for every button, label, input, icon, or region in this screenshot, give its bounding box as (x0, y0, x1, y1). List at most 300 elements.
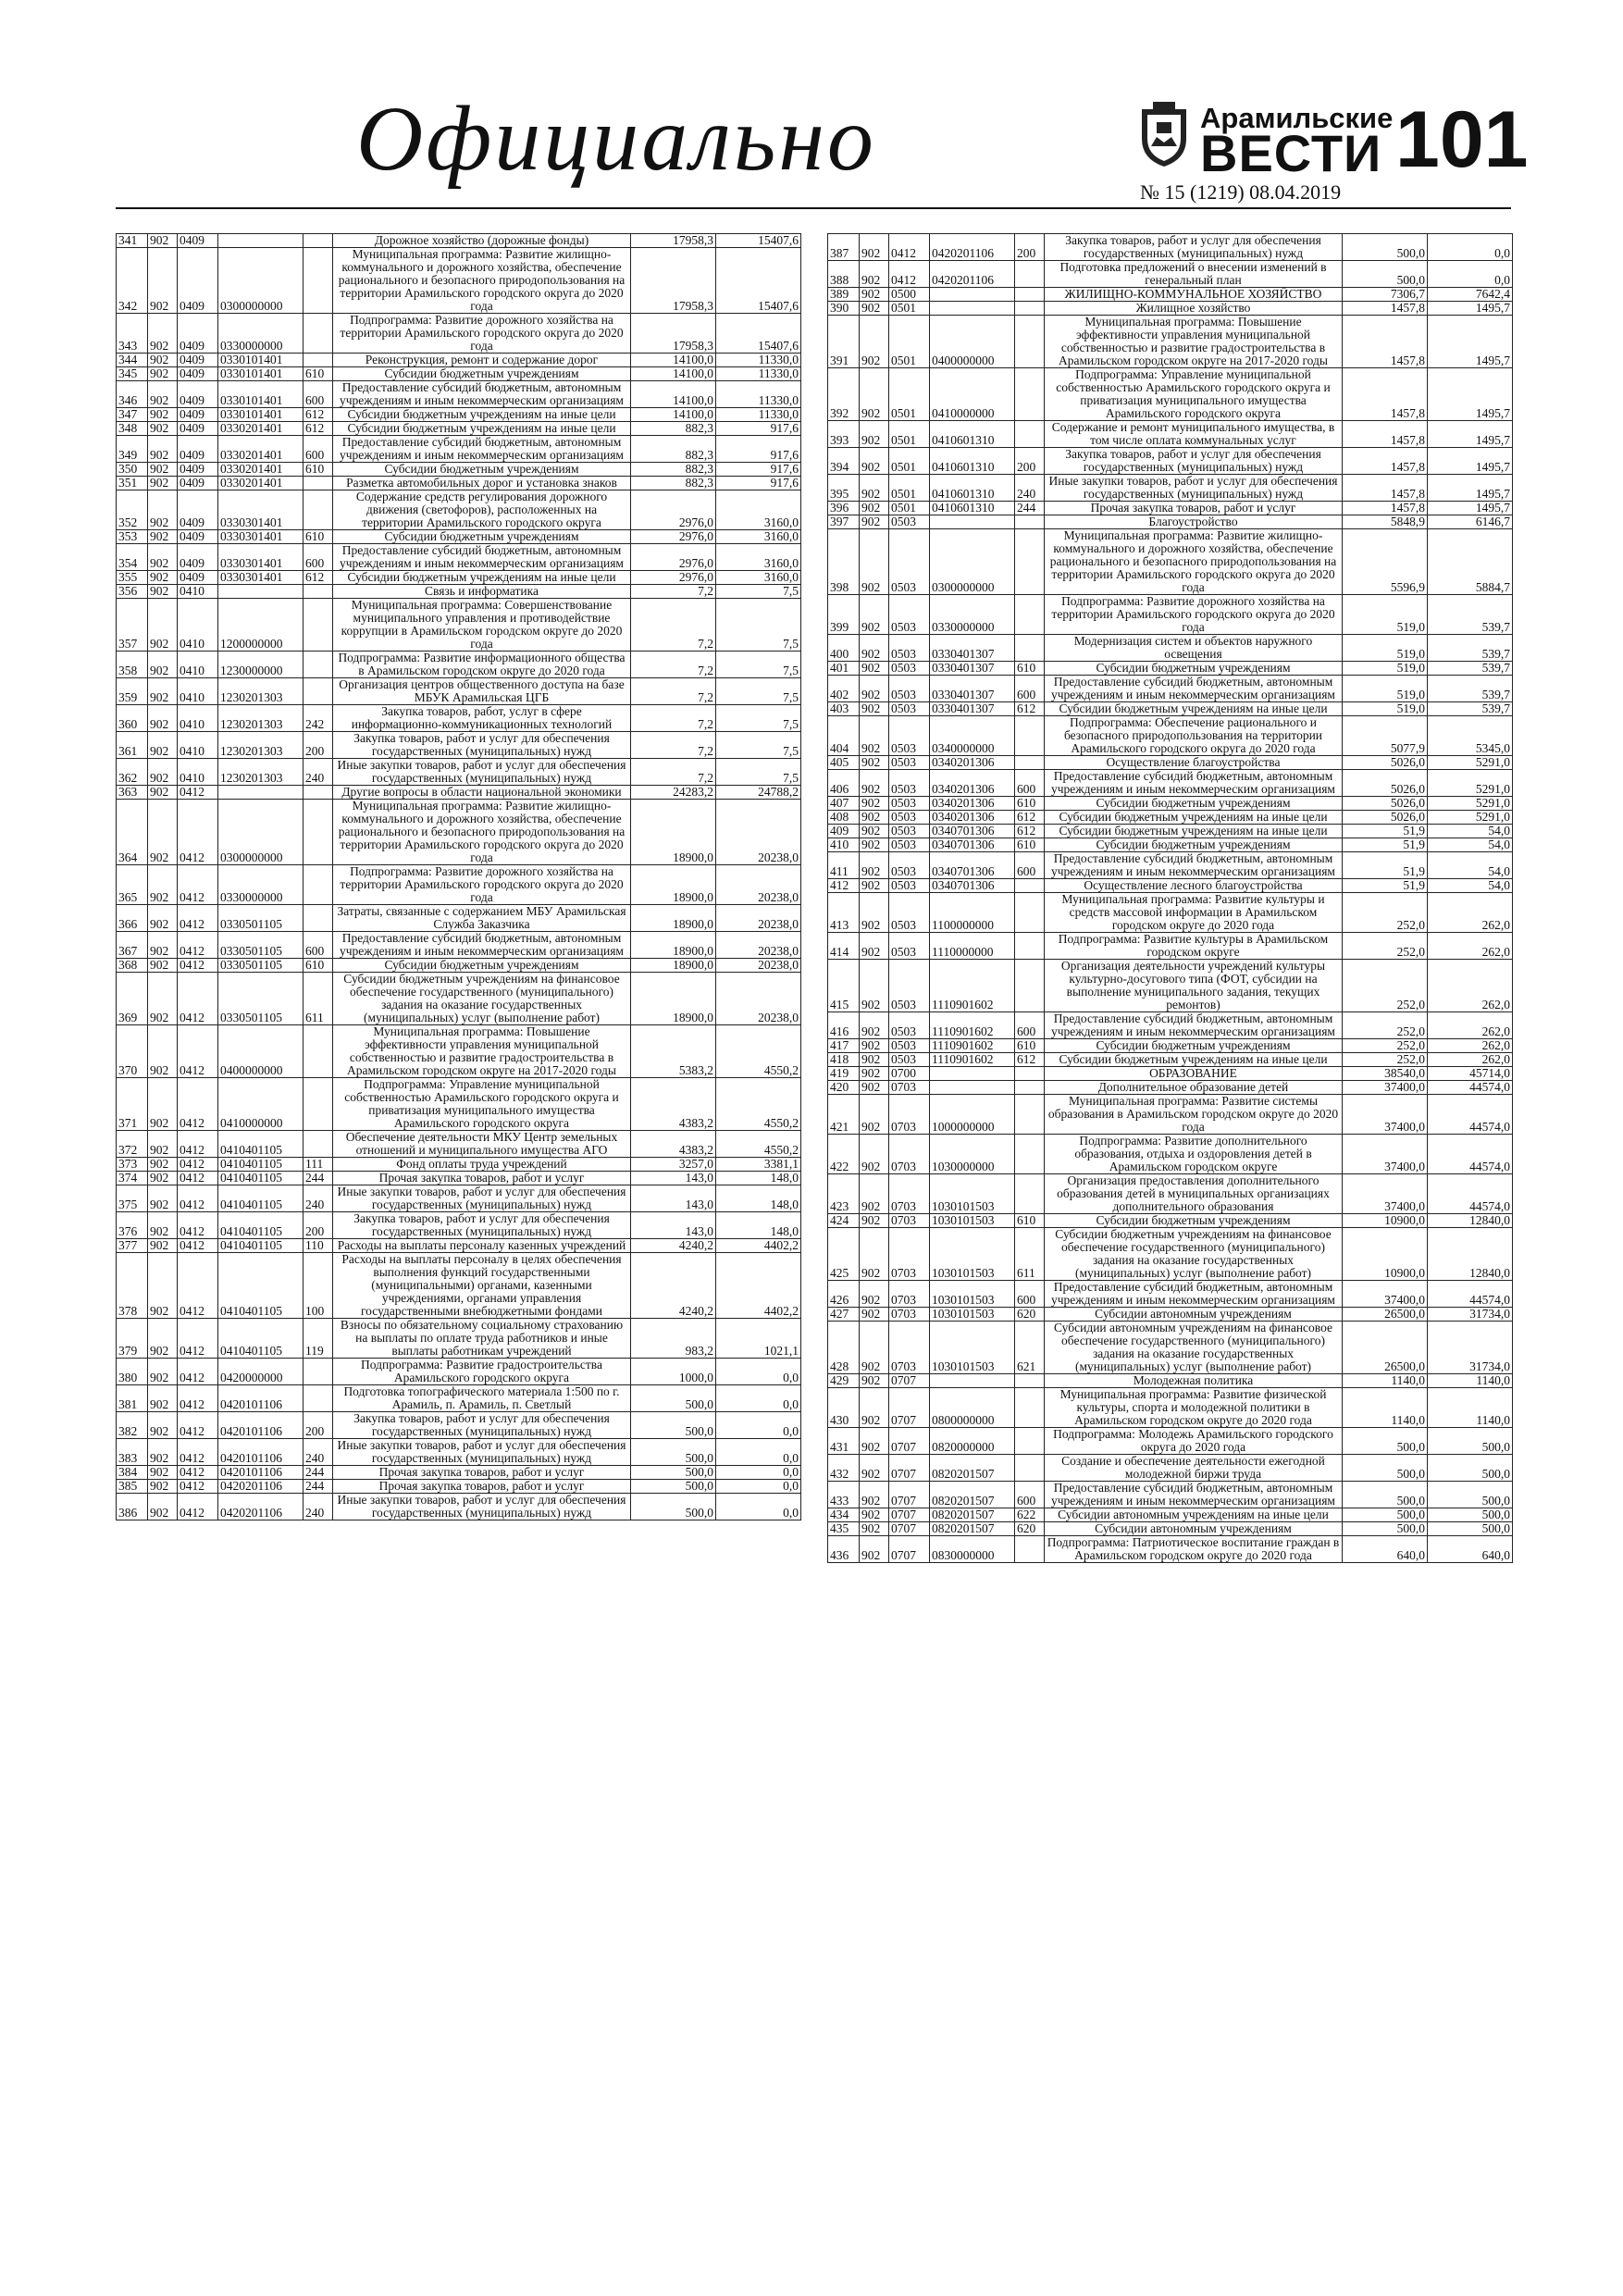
row-number-cell: 378 (117, 1253, 148, 1319)
admin-code-cell: 902 (148, 1412, 178, 1439)
amount-2021-cell: 20238,0 (716, 800, 801, 865)
table-row (117, 1239, 801, 1253)
table-row (117, 367, 801, 381)
expense-type-cell: 611 (1015, 1228, 1045, 1281)
target-code-cell: 0410401105 (218, 1239, 304, 1253)
amount-2020-cell: 37400,0 (1343, 1081, 1428, 1095)
row-number-cell: 433 (828, 1482, 860, 1508)
admin-code-cell: 902 (148, 408, 178, 422)
target-code-cell: 0410401105 (218, 1131, 304, 1158)
section-code-cell: 0503 (889, 595, 930, 635)
item-name-cell: ЖИЛИЩНО-КОММУНАЛЬНОЕ ХОЗЯЙСТВО (1045, 288, 1343, 302)
section-code-cell: 0707 (889, 1508, 930, 1522)
amount-2020-cell: 5026,0 (1343, 811, 1428, 825)
target-code-cell: 0420101106 (218, 1466, 304, 1480)
admin-code-cell: 902 (860, 1081, 889, 1095)
table-row (828, 811, 1513, 825)
target-code-cell (930, 288, 1015, 302)
amount-2020-cell: 14100,0 (631, 367, 716, 381)
table-row (828, 1388, 1513, 1428)
item-name-cell: Другие вопросы в области национальной экономики (333, 786, 631, 800)
item-name-cell: Муниципальная программа: Развитие культуры и средств массовой информации в Арамильском городском округе до 2020 года (1045, 893, 1343, 933)
row-number-cell: 394 (828, 448, 860, 475)
amount-2021-cell: 917,6 (716, 422, 801, 436)
target-code-cell: 0340201306 (930, 756, 1015, 770)
amount-2021-cell: 12840,0 (1428, 1228, 1513, 1281)
expense-type-cell (304, 354, 333, 367)
target-code-cell: 0420201106 (930, 234, 1015, 261)
row-number-cell: 350 (117, 463, 148, 477)
amount-2021-cell: 20238,0 (716, 865, 801, 905)
admin-code-cell: 902 (860, 288, 889, 302)
section-code-cell: 0412 (178, 1078, 218, 1131)
admin-code-cell: 902 (148, 973, 178, 1025)
target-code-cell: 0410401105 (218, 1172, 304, 1185)
amount-2020-cell: 500,0 (1343, 1508, 1428, 1522)
target-code-cell: 0410601310 (930, 421, 1015, 448)
amount-2021-cell: 0,0 (716, 1359, 801, 1385)
amount-2021-cell: 3160,0 (716, 490, 801, 530)
item-name-cell: Предоставление субсидий бюджетным, автономным учреждениям и иным некоммерческим организациям (333, 544, 631, 571)
amount-2020-cell: 1457,8 (1343, 448, 1428, 475)
row-number-cell: 418 (828, 1053, 860, 1067)
section-code-cell: 0503 (889, 797, 930, 811)
row-number-cell: 414 (828, 933, 860, 960)
item-name-cell: Субсидии бюджетным учреждениям на иные цели (333, 422, 631, 436)
section-code-cell: 0412 (178, 1212, 218, 1239)
amount-2020-cell: 500,0 (1343, 1482, 1428, 1508)
expense-type-cell (304, 800, 333, 865)
section-code-cell: 0412 (178, 1412, 218, 1439)
target-code-cell: 0330401307 (930, 702, 1015, 716)
admin-code-cell: 902 (148, 599, 178, 652)
amount-2020-cell: 500,0 (631, 1466, 716, 1480)
expense-type-cell: 600 (1015, 1281, 1045, 1308)
expense-type-cell (1015, 595, 1045, 635)
target-code-cell: 0300000000 (218, 800, 304, 865)
target-code-cell: 0330301401 (218, 571, 304, 585)
table-row (828, 879, 1513, 893)
table-row (117, 1078, 801, 1131)
row-number-cell: 401 (828, 662, 860, 676)
section-code-cell: 0503 (889, 702, 930, 716)
section-code-cell: 0412 (178, 1025, 218, 1078)
section-code-cell: 0503 (889, 838, 930, 852)
table-row (828, 1012, 1513, 1039)
row-number-cell: 343 (117, 314, 148, 354)
target-code-cell: 0340701306 (930, 825, 1015, 838)
target-code-cell: 0330101401 (218, 381, 304, 408)
table-row (117, 477, 801, 490)
amount-2020-cell: 26500,0 (1343, 1308, 1428, 1322)
expense-type-cell (304, 678, 333, 705)
item-name-cell: Закупка товаров, работ и услуг для обеспечения государственных (муниципальных) нужд (333, 732, 631, 759)
section-code-cell: 0501 (889, 316, 930, 368)
expense-type-cell (1015, 1095, 1045, 1135)
admin-code-cell: 902 (860, 316, 889, 368)
item-name-cell: Подпрограмма: Молодежь Арамильского городского округа до 2020 года (1045, 1428, 1343, 1455)
expense-type-cell: 610 (1015, 838, 1045, 852)
table-row (117, 973, 801, 1025)
expense-type-cell (1015, 879, 1045, 893)
amount-2021-cell: 7,5 (716, 705, 801, 732)
amount-2021-cell: 0,0 (1428, 234, 1513, 261)
admin-code-cell: 902 (860, 702, 889, 716)
section-code-cell: 0412 (178, 1158, 218, 1172)
table-row (828, 838, 1513, 852)
target-code-cell: 0410401105 (218, 1185, 304, 1212)
target-code-cell: 0300000000 (218, 248, 304, 314)
row-number-cell: 365 (117, 865, 148, 905)
target-code-cell: 0420101106 (218, 1439, 304, 1466)
table-row (117, 234, 801, 248)
amount-2021-cell: 54,0 (1428, 879, 1513, 893)
amount-2020-cell: 10900,0 (1343, 1228, 1428, 1281)
item-name-cell: Предоставление субсидий бюджетным, автономным учреждениям и иным некоммерческим организациям (1045, 1281, 1343, 1308)
item-name-cell: Разметка автомобильных дорог и установка знаков (333, 477, 631, 490)
amount-2020-cell: 5026,0 (1343, 756, 1428, 770)
admin-code-cell: 902 (860, 676, 889, 702)
amount-2021-cell: 7,5 (716, 599, 801, 652)
item-name-cell: Подготовка предложений о внесении изменений в генеральный план (1045, 261, 1343, 288)
target-code-cell: 1200000000 (218, 599, 304, 652)
section-code-cell: 0412 (178, 932, 218, 959)
admin-code-cell: 902 (148, 678, 178, 705)
admin-code-cell: 902 (860, 515, 889, 529)
item-name-cell: Подпрограмма: Обеспечение рационального и безопасного природопользования на территории Арамильского городского округа до 2020 года (1045, 716, 1343, 756)
amount-2020-cell: 500,0 (631, 1385, 716, 1412)
amount-2021-cell: 262,0 (1428, 1039, 1513, 1053)
row-number-cell: 416 (828, 1012, 860, 1039)
row-number-cell: 397 (828, 515, 860, 529)
item-name-cell: Подпрограмма: Патриотическое воспитание граждан в Арамильском городском округе до 2020 года (1045, 1536, 1343, 1563)
item-name-cell: Прочая закупка товаров, работ и услуг (1045, 502, 1343, 515)
expense-type-cell (1015, 1388, 1045, 1428)
section-code-cell: 0503 (889, 676, 930, 702)
amount-2021-cell: 4550,2 (716, 1025, 801, 1078)
amount-2020-cell: 51,9 (1343, 838, 1428, 852)
amount-2020-cell: 18900,0 (631, 905, 716, 932)
item-name-cell: Закупка товаров, работ, услуг в сфере информационно-коммуникационных технологий (333, 705, 631, 732)
item-name-cell: Закупка товаров, работ и услуг для обеспечения государственных (муниципальных) нужд (1045, 448, 1343, 475)
item-name-cell: Муниципальная программа: Развитие жилищно-коммунального и дорожного хозяйства, обеспечение рационального и безопасного природопользования на территории Арамильского городского округа до 2020 года (1045, 529, 1343, 595)
item-name-cell: Субсидии автономным учреждениям на финансовое обеспечение государственного (муниципального) задания на оказание государственных (муниципальных) услуг (выполнение работ) (1045, 1322, 1343, 1374)
item-name-cell: Прочая закупка товаров, работ и услуг (333, 1480, 631, 1494)
row-number-cell: 361 (117, 732, 148, 759)
amount-2020-cell: 18900,0 (631, 865, 716, 905)
row-number-cell: 349 (117, 436, 148, 463)
item-name-cell: Муниципальная программа: Развитие системы образования в Арамильском городском округе до 2020 года (1045, 1095, 1343, 1135)
table-row (828, 756, 1513, 770)
row-number-cell: 390 (828, 302, 860, 316)
section-code-cell: 0412 (178, 905, 218, 932)
page-number: 101 (1395, 95, 1529, 184)
admin-code-cell: 902 (148, 367, 178, 381)
section-code-cell: 0409 (178, 571, 218, 585)
section-code-cell: 0409 (178, 490, 218, 530)
section-code-cell: 0707 (889, 1388, 930, 1428)
table-row (117, 1025, 801, 1078)
table-row (828, 234, 1513, 261)
expense-type-cell: 610 (304, 463, 333, 477)
admin-code-cell: 902 (860, 1536, 889, 1563)
target-code-cell: 0410401105 (218, 1253, 304, 1319)
target-code-cell: 0420201106 (930, 261, 1015, 288)
expense-type-cell (304, 1025, 333, 1078)
admin-code-cell: 902 (860, 1214, 889, 1228)
amount-2020-cell: 1457,8 (1343, 421, 1428, 448)
amount-2020-cell: 519,0 (1343, 662, 1428, 676)
section-code-cell: 0412 (178, 1494, 218, 1520)
expense-type-cell (304, 865, 333, 905)
amount-2020-cell: 500,0 (1343, 261, 1428, 288)
table-row (828, 797, 1513, 811)
amount-2021-cell: 24788,2 (716, 786, 801, 800)
table-row (828, 302, 1513, 316)
item-name-cell: Дополнительное образование детей (1045, 1081, 1343, 1095)
target-code-cell (930, 1081, 1015, 1095)
table-row (828, 421, 1513, 448)
target-code-cell: 1110000000 (930, 933, 1015, 960)
section-code-cell: 0412 (178, 1439, 218, 1466)
expense-type-cell (1015, 1081, 1045, 1095)
row-number-cell: 373 (117, 1158, 148, 1172)
section-code-cell: 0703 (889, 1095, 930, 1135)
amount-2020-cell: 519,0 (1343, 702, 1428, 716)
section-code-cell: 0503 (889, 662, 930, 676)
amount-2020-cell: 7,2 (631, 599, 716, 652)
expense-type-cell (1015, 1536, 1045, 1563)
row-number-cell: 436 (828, 1536, 860, 1563)
admin-code-cell: 902 (148, 422, 178, 436)
target-code-cell: 0800000000 (930, 1388, 1015, 1428)
expense-type-cell: 111 (304, 1158, 333, 1172)
admin-code-cell: 902 (860, 368, 889, 421)
row-number-cell: 368 (117, 959, 148, 973)
amount-2020-cell: 1140,0 (1343, 1374, 1428, 1388)
expense-type-cell: 610 (1015, 1039, 1045, 1053)
target-code-cell: 1110901602 (930, 960, 1015, 1012)
row-number-cell: 404 (828, 716, 860, 756)
row-number-cell: 382 (117, 1412, 148, 1439)
item-name-cell: Прочая закупка товаров, работ и услуг (333, 1466, 631, 1480)
admin-code-cell: 902 (148, 1480, 178, 1494)
row-number-cell: 391 (828, 316, 860, 368)
section-code-cell: 0409 (178, 436, 218, 463)
table-row (117, 652, 801, 678)
section-code-cell: 0501 (889, 448, 930, 475)
amount-2020-cell: 1457,8 (1343, 368, 1428, 421)
table-row (828, 1322, 1513, 1374)
amount-2021-cell: 0,0 (716, 1385, 801, 1412)
expense-type-cell (304, 314, 333, 354)
admin-code-cell: 902 (148, 1158, 178, 1172)
target-code-cell: 1230201303 (218, 705, 304, 732)
row-number-cell: 424 (828, 1214, 860, 1228)
row-number-cell: 408 (828, 811, 860, 825)
left-column (116, 233, 800, 1520)
section-code-cell: 0703 (889, 1214, 930, 1228)
expense-type-cell (1015, 1174, 1045, 1214)
table-row (117, 905, 801, 932)
admin-code-cell: 902 (860, 1482, 889, 1508)
amount-2020-cell: 14100,0 (631, 354, 716, 367)
admin-code-cell: 902 (860, 852, 889, 879)
section-code-cell: 0410 (178, 732, 218, 759)
admin-code-cell: 902 (148, 248, 178, 314)
section-code-cell: 0501 (889, 475, 930, 502)
item-name-cell: Иные закупки товаров, работ и услуг для обеспечения государственных (муниципальных) нужд (333, 759, 631, 786)
item-name-cell: Муниципальная программа: Развитие жилищно-коммунального и дорожного хозяйства, обеспечение рационального и безопасного природопользования на территории Арамильского городского округа до 2020 года (333, 800, 631, 865)
amount-2021-cell: 54,0 (1428, 852, 1513, 879)
admin-code-cell: 902 (860, 838, 889, 852)
item-name-cell: Субсидии бюджетным учреждениям на иные цели (1045, 702, 1343, 716)
section-code-cell: 0412 (178, 865, 218, 905)
amount-2021-cell: 500,0 (1428, 1508, 1513, 1522)
table-row (117, 599, 801, 652)
admin-code-cell: 902 (148, 1494, 178, 1520)
row-number-cell: 427 (828, 1308, 860, 1322)
row-number-cell: 386 (117, 1494, 148, 1520)
amount-2021-cell: 500,0 (1428, 1482, 1513, 1508)
admin-code-cell: 902 (148, 732, 178, 759)
target-code-cell: 0340701306 (930, 879, 1015, 893)
section-code-cell: 0412 (178, 973, 218, 1025)
item-name-cell: Предоставление субсидий бюджетным, автономным учреждениям и иным некоммерческим организациям (1045, 676, 1343, 702)
target-code-cell: 0330301401 (218, 530, 304, 544)
row-number-cell: 363 (117, 786, 148, 800)
item-name-cell: Жилищное хозяйство (1045, 302, 1343, 316)
item-name-cell: ОБРАЗОВАНИЕ (1045, 1067, 1343, 1081)
row-number-cell: 358 (117, 652, 148, 678)
item-name-cell: Предоставление субсидий бюджетным, автономным учреждениям и иным некоммерческим организациям (1045, 1012, 1343, 1039)
amount-2020-cell: 18900,0 (631, 959, 716, 973)
row-number-cell: 344 (117, 354, 148, 367)
admin-code-cell: 902 (860, 893, 889, 933)
item-name-cell: Субсидии бюджетным учреждениям на иные цели (1045, 1053, 1343, 1067)
amount-2020-cell: 38540,0 (1343, 1067, 1428, 1081)
amount-2020-cell: 252,0 (1343, 1012, 1428, 1039)
amount-2021-cell: 500,0 (1428, 1522, 1513, 1536)
section-code-cell: 0412 (178, 1131, 218, 1158)
row-number-cell: 431 (828, 1428, 860, 1455)
expense-type-cell (304, 477, 333, 490)
expense-type-cell (1015, 1135, 1045, 1174)
section-code-cell: 0409 (178, 463, 218, 477)
target-code-cell: 0330501105 (218, 905, 304, 932)
amount-2020-cell: 5026,0 (1343, 770, 1428, 797)
expense-type-cell (1015, 933, 1045, 960)
amount-2020-cell: 519,0 (1343, 676, 1428, 702)
section-code-cell: 0409 (178, 530, 218, 544)
table-row (828, 1536, 1513, 1563)
amount-2020-cell: 37400,0 (1343, 1095, 1428, 1135)
item-name-cell: Создание и обеспечение деятельности ежегодной молодежной биржи труда (1045, 1455, 1343, 1482)
table-row (117, 436, 801, 463)
table-row (828, 1482, 1513, 1508)
amount-2020-cell: 5848,9 (1343, 515, 1428, 529)
row-number-cell: 423 (828, 1174, 860, 1214)
section-code-cell: 0707 (889, 1455, 930, 1482)
row-number-cell: 409 (828, 825, 860, 838)
expense-type-cell: 622 (1015, 1508, 1045, 1522)
item-name-cell: Подпрограмма: Управление муниципальной собственностью Арамильского городского округа и приватизация муниципального имущества Арамильского городского округа (333, 1078, 631, 1131)
row-number-cell: 347 (117, 408, 148, 422)
row-number-cell: 432 (828, 1455, 860, 1482)
table-row (117, 544, 801, 571)
admin-code-cell: 902 (148, 1439, 178, 1466)
amount-2021-cell: 5291,0 (1428, 770, 1513, 797)
budget-table-left (116, 233, 801, 1520)
row-number-cell: 375 (117, 1185, 148, 1212)
admin-code-cell: 902 (860, 1012, 889, 1039)
row-number-cell: 348 (117, 422, 148, 436)
table-row (828, 1455, 1513, 1482)
target-code-cell (930, 1067, 1015, 1081)
amount-2020-cell: 500,0 (631, 1494, 716, 1520)
section-code-cell: 0703 (889, 1281, 930, 1308)
target-code-cell: 0340201306 (930, 797, 1015, 811)
table-row (117, 1359, 801, 1385)
amount-2021-cell: 917,6 (716, 436, 801, 463)
admin-code-cell: 902 (148, 1025, 178, 1078)
admin-code-cell: 902 (860, 529, 889, 595)
target-code-cell: 0330301401 (218, 490, 304, 530)
amount-2021-cell: 44574,0 (1428, 1281, 1513, 1308)
expense-type-cell: 244 (304, 1466, 333, 1480)
amount-2020-cell: 26500,0 (1343, 1322, 1428, 1374)
table-row (117, 408, 801, 422)
row-number-cell: 407 (828, 797, 860, 811)
row-number-cell: 383 (117, 1439, 148, 1466)
item-name-cell: Подпрограмма: Развитие информационного общества в Арамильском городском округе до 2020 года (333, 652, 631, 678)
amount-2020-cell: 24283,2 (631, 786, 716, 800)
expense-type-cell: 240 (304, 1439, 333, 1466)
row-number-cell: 392 (828, 368, 860, 421)
row-number-cell: 396 (828, 502, 860, 515)
target-code-cell: 0330101401 (218, 367, 304, 381)
amount-2020-cell: 51,9 (1343, 825, 1428, 838)
target-code-cell: 0330101401 (218, 408, 304, 422)
item-name-cell: Подпрограмма: Развитие культуры в Арамильском городском округе (1045, 933, 1343, 960)
row-number-cell: 428 (828, 1322, 860, 1374)
item-name-cell: Иные закупки товаров, работ и услуг для обеспечения государственных (муниципальных) нужд (333, 1439, 631, 1466)
table-row (828, 1081, 1513, 1095)
amount-2021-cell: 1495,7 (1428, 421, 1513, 448)
target-code-cell: 1110901602 (930, 1053, 1015, 1067)
table-row (117, 530, 801, 544)
table-row (828, 825, 1513, 838)
target-code-cell (930, 302, 1015, 316)
expense-type-cell (1015, 302, 1045, 316)
target-code-cell: 1230000000 (218, 652, 304, 678)
target-code-cell: 0410401105 (218, 1158, 304, 1172)
target-code-cell (930, 515, 1015, 529)
amount-2020-cell: 37400,0 (1343, 1281, 1428, 1308)
budget-table-right (827, 233, 1513, 1563)
target-code-cell: 0330000000 (218, 865, 304, 905)
row-number-cell: 412 (828, 879, 860, 893)
row-number-cell: 376 (117, 1212, 148, 1239)
row-number-cell: 354 (117, 544, 148, 571)
table-row (117, 1412, 801, 1439)
item-name-cell: Субсидии бюджетным учреждениям на иные цели (1045, 811, 1343, 825)
row-number-cell: 357 (117, 599, 148, 652)
target-code-cell (218, 786, 304, 800)
amount-2021-cell: 640,0 (1428, 1536, 1513, 1563)
section-code-cell: 0412 (178, 1480, 218, 1494)
amount-2020-cell: 500,0 (631, 1480, 716, 1494)
